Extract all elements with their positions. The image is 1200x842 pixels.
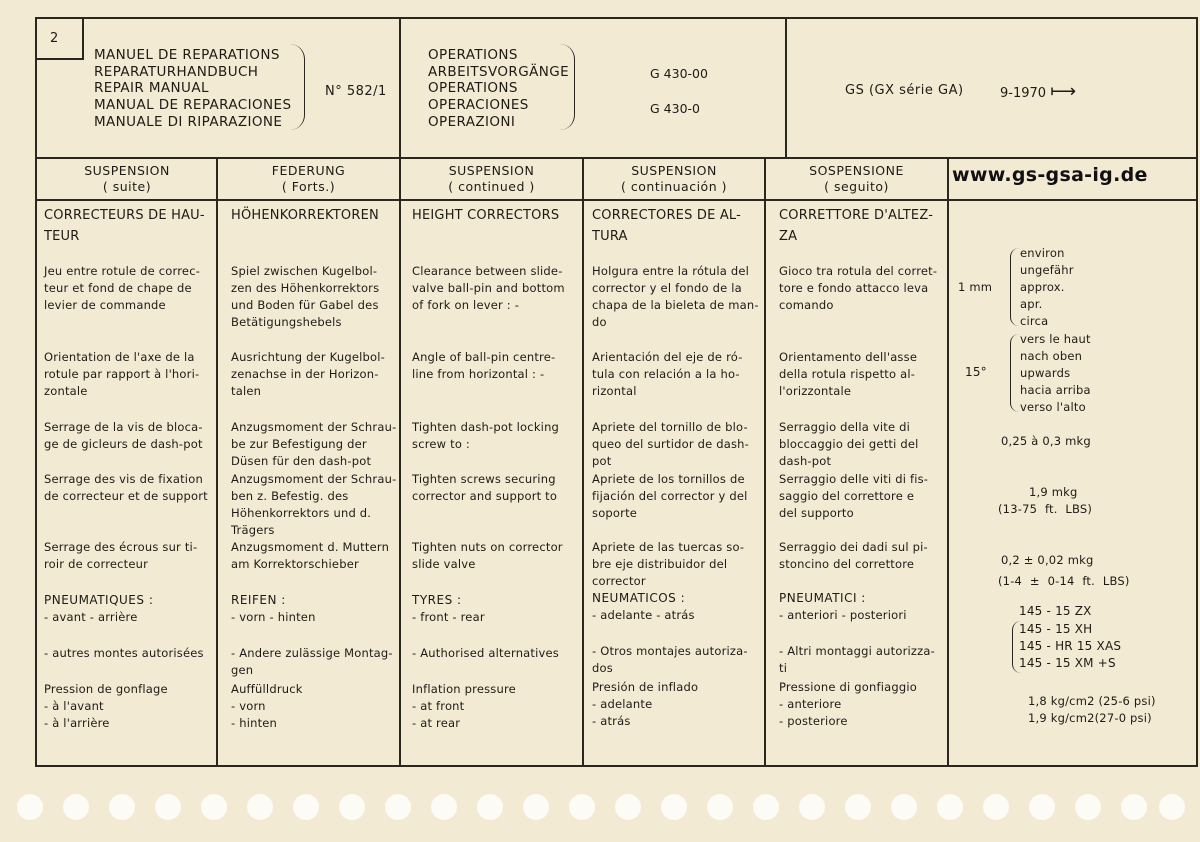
binder-hole [293, 794, 319, 820]
corrector-screws-text-fr: Serrage des vis de fixation de correcteur et de support [44, 472, 208, 503]
website-watermark[interactable]: www.gs-gsa-ig.de [952, 164, 1148, 186]
clearance-text-de: Spiel zwischen Kugelbol- zen des Höhenkorrektors und Boden für Gabel des Betätigungshebels [231, 264, 380, 329]
right-arrow-icon: ⟼ [1050, 81, 1076, 102]
operations-bracket [560, 44, 575, 130]
operation-code-2: G 430-0 [650, 101, 700, 116]
binder-hole [523, 794, 549, 820]
tyres-front-rear-de: - vorn - hinten [231, 610, 316, 624]
slide-nuts-text-it: Serraggio dei dadi sul pi- stoncino del correttore [779, 540, 928, 571]
binder-hole [1121, 794, 1147, 820]
binder-hole [753, 794, 779, 820]
angle-text-en: Angle of ball-pin centre- line from horizontal : - [412, 350, 556, 381]
manual-title: MANUEL DE REPARATIONS REPARATURHANDBUCH REPAIR MANUAL MANUAL DE REPARACIONES MANUALE DI RIPARAZIONE [94, 47, 292, 130]
dashpot-text-it: Serraggio della vite di bloccaggio dei getti del dash-pot [779, 420, 919, 468]
tyres-front-rear-fr: - avant - arrière [44, 610, 138, 624]
header-col-divider [785, 18, 787, 158]
operations-title: OPERATIONS ARBEITSVORGÄNGE OPERATIONS OPERACIONES OPERAZIONI [428, 47, 569, 130]
clearance-text-it: Gioco tra rotula del corret- tore e fondo attacco leva comando [779, 264, 938, 312]
column-header-en: SUSPENSION ( continued ) [448, 163, 535, 194]
binder-hole [385, 794, 411, 820]
section-title-en: HEIGHT CORRECTORS [412, 208, 560, 223]
section-title-it: CORRETTORE D'ALTEZ- ZA [779, 208, 934, 244]
tyres-heading-de: REIFEN : [231, 593, 286, 607]
issue-date: 9-1970 ⟼ [1000, 81, 1076, 102]
pressure-front: 1,8 kg/cm2 (25-6 psi) [1028, 694, 1156, 708]
column-divider [399, 158, 401, 766]
corrector-torque: 1,9 mkg [1029, 485, 1078, 499]
slide-nuts-text-es: Apriete de las tuercas so- bre eje distribuidor del corrector [592, 540, 745, 588]
angle-text-de: Ausrichtung der Kugelbol- zenachse in der Horizon- talen [231, 350, 385, 398]
page-number-box [36, 18, 84, 60]
binder-hole [155, 794, 181, 820]
corrector-screws-text-de: Anzugsmoment der Schrau- ben z. Befestig. des Höhenkorrektors und d. Trägers [231, 472, 397, 537]
tyres-heading-en: TYRES : [412, 593, 462, 607]
binder-hole [201, 794, 227, 820]
clearance-text-fr: Jeu entre rotule de correc- teur et fond de chape de levier de commande [44, 264, 201, 312]
binder-hole [63, 794, 89, 820]
clearance-text-en: Clearance between slide- valve ball-pin and bottom of fork on lever : - [412, 264, 565, 312]
clearance-bracket [1010, 248, 1019, 326]
binder-hole [1029, 794, 1055, 820]
tyre-alternatives: 145 - 15 XH 145 - HR 15 XAS 145 - 15 XM +S [1019, 622, 1122, 670]
slide-nuts-text-en: Tighten nuts on corrector slide valve [412, 540, 563, 571]
binder-hole [983, 794, 1009, 820]
angle-bracket [1010, 334, 1019, 412]
nut-torque: 0,2 ± 0,02 mkg [1001, 553, 1094, 567]
colhead-divider [36, 199, 1197, 201]
binder-hole [339, 794, 365, 820]
angle-value: 15° [965, 365, 987, 379]
manual-number: N° 582/1 [325, 84, 387, 99]
clearance-words: environ ungefähr approx. apr. circa [1020, 246, 1074, 328]
binder-hole [707, 794, 733, 820]
column-header-es: SUSPENSION ( continuación ) [621, 163, 727, 194]
binder-hole [247, 794, 273, 820]
binder-hole [891, 794, 917, 820]
binder-hole [477, 794, 503, 820]
column-divider [582, 158, 584, 766]
alternatives-text-en: - Authorised alternatives [412, 646, 560, 660]
corrector-screws-text-es: Apriete de los tornillos de fijación del corrector y del soporte [592, 472, 748, 520]
page-number: 2 [50, 31, 59, 46]
angle-text-fr: Orientation de l'axe de la rotule par rapport à l'hori- zontale [44, 350, 200, 398]
corrector-torque-lbs: (13-75 ft. LBS) [998, 502, 1093, 516]
operation-code-1: G 430-00 [650, 66, 708, 81]
alternatives-text-fr: - autres montes autorisées [44, 646, 204, 660]
binder-hole [109, 794, 135, 820]
tyres-heading-it: PNEUMATICI : [779, 591, 866, 605]
column-divider [947, 158, 949, 766]
binder-hole [615, 794, 641, 820]
pressure-text-en: Inflation pressure - at front - at rear [412, 682, 516, 730]
tyres-front-rear-en: - front - rear [412, 610, 485, 624]
column-header-fr: SUSPENSION ( suite) [84, 163, 170, 194]
tyres-front-rear-es: - adelante - atrás [592, 608, 695, 622]
binder-hole [799, 794, 825, 820]
dashpot-text-en: Tighten dash-pot locking screw to : [412, 420, 560, 451]
column-header-it: SOSPENSIONE ( seguito) [809, 163, 904, 194]
binder-hole [17, 794, 43, 820]
slide-nuts-text-fr: Serrage des écrous sur ti- roir de correcteur [44, 540, 198, 571]
alternatives-text-de: - Andere zulässige Montag- gen [231, 646, 393, 677]
tyres-front-rear-it: - anteriori - posteriori [779, 608, 907, 622]
pressure-text-fr: Pression de gonflage - à l'avant - à l'arrière [44, 682, 168, 730]
vehicle-model: GS (GX série GA) [845, 83, 964, 98]
binder-hole [661, 794, 687, 820]
pressure-text-it: Pressione di gonfiaggio - anteriore - posteriore [779, 680, 918, 728]
section-title-fr: CORRECTEURS DE HAU- TEUR [44, 208, 205, 244]
nut-torque-lbs: (1-4 ± 0-14 ft. LBS) [998, 574, 1130, 588]
pressure-text-es: Presión de inflado - adelante - atrás [592, 680, 699, 728]
pressure-text-de: Auffülldruck - vorn - hinten [231, 682, 303, 730]
corrector-screws-text-en: Tighten screws securing corrector and support to [412, 472, 558, 503]
binder-hole [845, 794, 871, 820]
angle-text-es: Arientación del eje de ró- tula con relación a la ho- rizontal [592, 350, 743, 398]
binder-hole [1159, 794, 1185, 820]
section-title-de: HÖHENKORREKTOREN [231, 208, 379, 223]
binder-hole [1075, 794, 1101, 820]
section-title-es: CORRECTORES DE AL- TURA [592, 208, 742, 244]
binder-hole [569, 794, 595, 820]
header-col-divider [399, 18, 401, 158]
clearance-text-es: Holgura entre la rótula del corrector y el fondo de la chapa de la bieleta de man- do [592, 264, 759, 329]
header-divider [36, 157, 1197, 159]
tyres-heading-fr: PNEUMATIQUES : [44, 593, 154, 607]
column-divider [216, 158, 218, 766]
column-header-de: FEDERUNG ( Forts.) [271, 163, 346, 194]
slide-nuts-text-de: Anzugsmoment d. Muttern am Korrektorschieber [231, 540, 390, 571]
dashpot-text-de: Anzugsmoment der Schrau- be zur Befestigung der Düsen für den dash-pot [231, 420, 397, 468]
alternatives-text-it: - Altri montaggi autorizza- ti [779, 644, 935, 675]
alternatives-text-es: - Otros montajes autoriza- dos [592, 644, 748, 675]
column-divider [764, 158, 766, 766]
title-bracket [290, 44, 305, 130]
angle-words: vers le haut nach oben upwards hacia arriba verso l'alto [1020, 332, 1091, 414]
dashpot-text-fr: Serrage de la vis de bloca- ge de gicleurs de dash-pot [44, 420, 203, 451]
angle-text-it: Orientamento dell'asse della rotula rispetto al- l'orizzontale [779, 350, 918, 398]
binder-hole [431, 794, 457, 820]
binder-hole [937, 794, 963, 820]
dashpot-text-es: Apriete del tornillo de blo- queo del surtidor de dash- pot [592, 420, 750, 468]
pressure-rear: 1,9 kg/cm2(27-0 psi) [1028, 711, 1152, 725]
clearance-value: 1 mm [958, 280, 993, 294]
tyres-heading-es: NEUMATICOS : [592, 591, 686, 605]
dashpot-torque: 0,25 à 0,3 mkg [1001, 434, 1091, 448]
corrector-screws-text-it: Serraggio delle viti di fis- saggio del correttore e del supporto [779, 472, 929, 520]
tyre-standard: 145 - 15 ZX [1019, 604, 1092, 618]
